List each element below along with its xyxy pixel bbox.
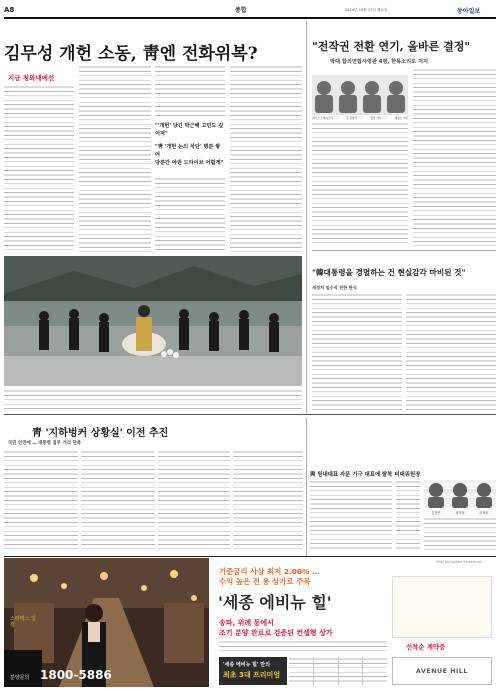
ad-premium-cell-2 — [314, 657, 338, 685]
lead-body-col-2 — [79, 65, 151, 253]
column-body-1 — [312, 293, 402, 413]
lead-body-col-2c — [155, 177, 225, 253]
lead-body-col-1 — [4, 85, 74, 253]
section-label: 종합 — [235, 7, 247, 14]
bottom-divider — [306, 418, 307, 556]
ad-subline-2: 조기 분양 완료로 검증된 컨셉형 상가 — [219, 629, 333, 637]
ad-brand-box — [392, 657, 492, 685]
ad-brand: AVENUE HILL — [416, 667, 468, 675]
bottom-right-name-3: 이혁신 — [479, 511, 489, 515]
bottom-left-body-2 — [81, 450, 155, 552]
ad-title: '세종 에비뉴 힐' — [218, 593, 332, 612]
bottom-right-photos — [424, 480, 496, 508]
column-subhead: 새정치 일수석 진한 탄식 — [312, 285, 357, 290]
column-divider — [306, 22, 307, 414]
ad-woman-caption: 스타벅스 입점 — [10, 616, 36, 628]
lower-band-rule — [4, 414, 496, 415]
deck-line-3: 당분간 야권 드라이브 어렵게" — [155, 160, 224, 166]
ad-phone-number: 1800-5886 — [40, 668, 112, 682]
ad-phone-label-text: 분양문의 — [10, 675, 30, 681]
bottom-left-subhead: 국민 안전에 … 대통령 집무 거리 단축 — [8, 441, 81, 446]
ad-premium-cell-1 — [289, 657, 313, 685]
ad-bottom-title: '세종 에비뉴 힐' 만의 — [223, 662, 270, 668]
column-headline: "韓대통령을 경멸하는 건 현실감각 마비된 것" — [312, 268, 466, 277]
ad-premium-grid — [289, 657, 387, 685]
ad-rate-line: 기준금리 사상 최저 2.00% … — [219, 567, 320, 576]
lead-body-col-3 — [230, 65, 302, 253]
lead-kicker: 지금 청와대에선 — [8, 74, 55, 82]
page-number: A8 — [4, 6, 15, 14]
opinion-headline: "전작권 전환 연기, 올바른 결정" — [312, 40, 471, 53]
ad-fine-print — [219, 640, 387, 654]
ad-phone — [40, 668, 112, 682]
ad-banner-text: First European Streetmall — [435, 560, 482, 564]
ad-section — [4, 558, 496, 687]
bottom-right-name-2: 최영철 — [455, 511, 465, 515]
opinion-body-1 — [312, 122, 408, 246]
opinion-name-3: 월터 샤프 — [370, 117, 382, 120]
bottom-left-body-3 — [158, 450, 230, 552]
ad-top-rule — [4, 556, 496, 557]
opinion-subhead: 박대 합의연합사령관 4명, 한목소리로 지지 — [330, 59, 428, 65]
bottom-left-body-1 — [4, 450, 78, 552]
column-body-2 — [406, 293, 496, 413]
ad-phone-label — [10, 674, 29, 681]
lead-deck — [155, 122, 225, 167]
lead-photo — [4, 256, 302, 386]
mid-right-rule — [312, 250, 496, 251]
deck-line-2: "靑 '개헌 논의 차단' 명분 쌓여 — [155, 144, 221, 158]
opinion-photos — [312, 75, 408, 115]
bottom-right-body-3 — [424, 517, 496, 552]
bottom-right-name-1: 김정민 — [431, 511, 441, 515]
opinion-name-1: 커티스 스캐퍼로티 — [312, 117, 333, 120]
ad-rate-line-2: 수익 높은 전 용 상가로 주목 — [219, 577, 311, 586]
lead-headline: 김무성 개헌 소동, 靑엔 전화위복? — [4, 44, 258, 64]
issue-date: 2014년 10월 27일 월요일 — [345, 8, 388, 12]
masthead: 동아일보 — [457, 8, 481, 15]
header-rule — [4, 17, 496, 19]
bottom-left-body-4 — [233, 450, 303, 552]
bottom-right-headline: 與 원내대표 자문 기구 대표에 탈북 비대위원장 — [310, 472, 421, 478]
bottom-right-body-2 — [396, 480, 420, 552]
ad-subline-1: 송파, 위례 동에서 — [219, 619, 274, 627]
ad-badge-box — [392, 576, 492, 638]
opinion-body-2 — [413, 68, 496, 246]
ad-premium-cell-4 — [363, 657, 387, 685]
bottom-right-names — [424, 510, 496, 515]
lead-photo-caption — [4, 389, 302, 410]
bottom-right-body-1 — [310, 480, 392, 552]
lead-body-col-2b — [155, 65, 225, 117]
ad-bottom-title-2: 최초 3대 프리미엄 — [223, 671, 281, 679]
bottom-left-headline: 靑 '지하벙커 상황실' 이전 추진 — [32, 428, 169, 439]
opinion-name-row — [312, 116, 408, 120]
ad-premium-cell-3 — [339, 657, 363, 685]
ad-badge: 선착순 계약중 — [406, 643, 446, 651]
opinion-name-2: 존 틸럴리 — [346, 117, 358, 120]
opinion-name-4: 제임스 서먼 — [394, 117, 408, 120]
deck-line-1: "'개헌' 당긴 박근혜 고민도 깊어져" — [155, 123, 224, 137]
